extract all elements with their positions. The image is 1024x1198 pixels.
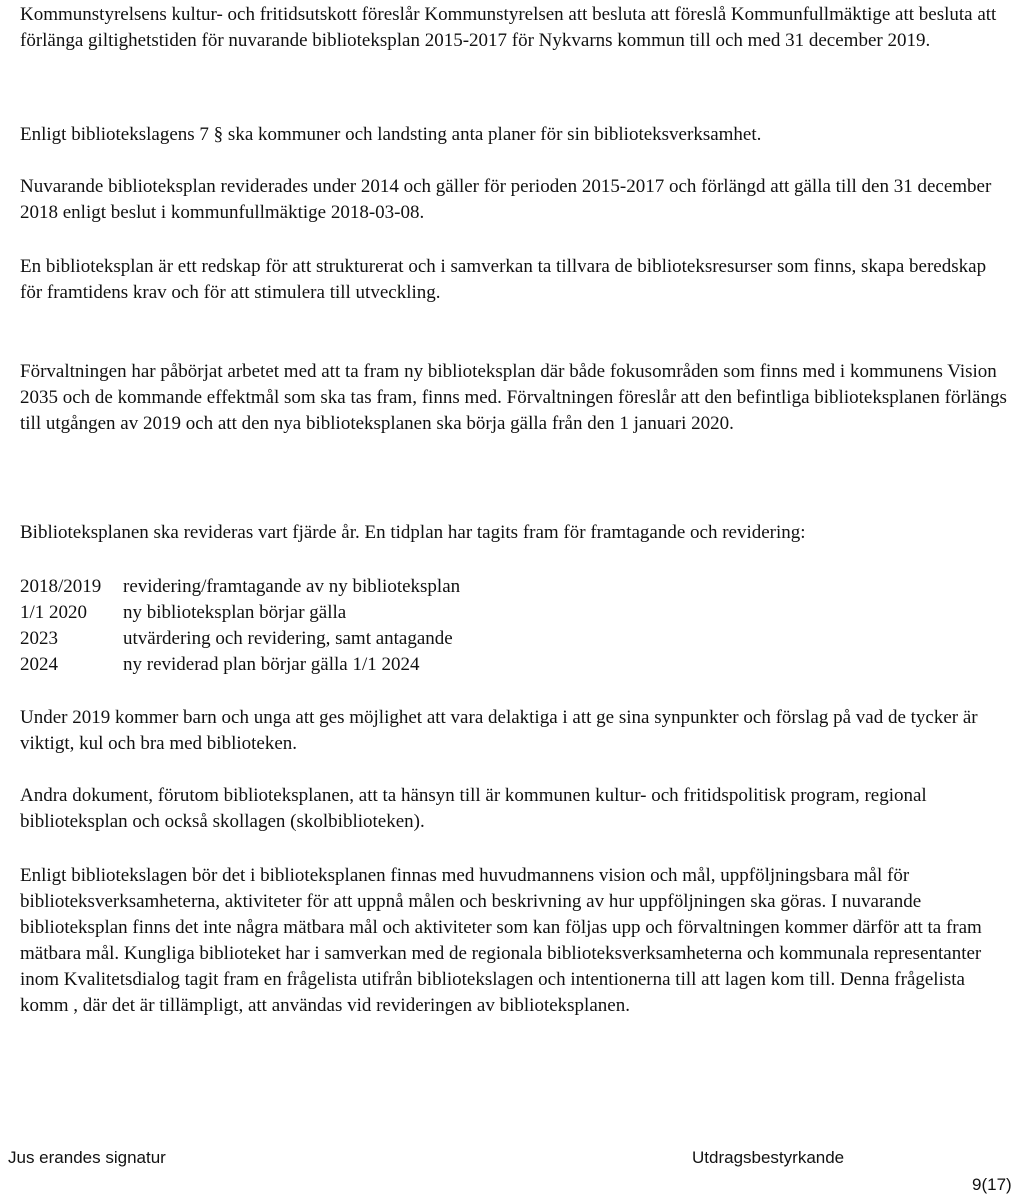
revision-schedule [20,574,820,678]
schedule-activity: revidering/framtagande av ny biblioteksplan [123,576,461,597]
certification-label: Utdragsbestyrkande [692,1148,845,1167]
page-number: 9(17) [972,1175,1012,1194]
schedule-activity: ny reviderad plan börjar gälla 1/1 2024 [123,654,420,675]
schedule-date: 2023 [20,628,58,649]
paragraph-other-documents: Andra dokument, förutom biblioteksplanen, att ta hänsyn till är kommunen kultur- och fritidspolitisk program, regional biblioteksplan och också skollagen (skolbiblioteken). [20,785,927,832]
schedule-date: 1/1 2020 [20,602,88,623]
schedule-row [20,574,820,600]
schedule-row [20,600,820,626]
paragraph-library-law: Enligt bibliotekslagens 7 § ska kommuner och landsting anta planer för sin biblioteksverksamhet. [20,124,762,145]
schedule-row [20,626,820,652]
signature-label: Jus erandes signatur [8,1148,166,1167]
paragraph-proposal: Kommunstyrelsens kultur- och fritidsutskott föreslår Kommunstyrelsen att besluta att föreslå Kommunfullmäktige att besluta att förlänga giltighetstiden för nuvarande biblioteksplan 2015-2017 för Nykvarns kommun till och med 31 december 2019. [20,4,997,51]
paragraph-administration-work: Förvaltningen har påbörjat arbetet med att ta fram ny biblioteksplan där både fokusområden som finns med i kommunens Vision 2035 och de kommande effektmål som ska tas fram, finns med. Förvaltningen föreslår att den befintliga biblioteksplanen förlängs till utgången av 2019 och att den nya biblioteksplanen ska börja gälla från den 1 januari 2020. [20,361,1007,434]
schedule-date: 2024 [20,654,58,675]
schedule-activity: utvärdering och revidering, samt antagande [123,628,453,649]
schedule-row [20,652,820,678]
paragraph-current-plan: Nuvarande biblioteksplan reviderades under 2014 och gäller för perioden 2015-2017 och förlängd att gälla till den 31 december 2018 enligt beslut i kommunfullmäktige 2018-03-08. [20,176,992,223]
schedule-activity: ny biblioteksplan börjar gälla [123,602,347,623]
paragraph-youth-participation: Under 2019 kommer barn och unga att ges möjlighet att vara delaktiga i att ge sina synpunkter och förslag på vad de tycker är viktigt, kul och bra med biblioteken. [20,707,978,754]
paragraph-goals-and-followup: Enligt bibliotekslagen bör det i biblioteksplanen finnas med huvudmannens vision och mål, uppföljningsbara mål för biblioteksverksamheterna, aktiviteter för att uppnå målen och beskrivning av hur uppföljningen ska göras. I nuvarande biblioteksplan finns det inte några mätbara mål och aktiviteter som kan följas upp och förvaltningen kommer därför att ta fram mätbara mål. Kungliga biblioteket har i samverkan med de regionala biblioteksverksamheterna och kommunala representanter inom Kvalitetsdialog tagit fram en frågelista utifrån bibliotekslagen och intentionerna till att lagen kom till. Denna frågelista komm , där det är tillämpligt, att användas vid revideringen av biblioteksplanen. [20,865,982,1016]
paragraph-revision-interval: Biblioteksplanen ska revideras vart fjärde år. En tidplan har tagits fram för framtagande och revidering: [20,522,806,543]
paragraph-plan-purpose: En biblioteksplan är ett redskap för att strukturerat och i samverkan ta tillvara de biblioteksresurser som finns, skapa beredskap för framtidens krav och för att stimulera till utveckling. [20,256,987,303]
schedule-date: 2018/2019 [20,576,102,597]
